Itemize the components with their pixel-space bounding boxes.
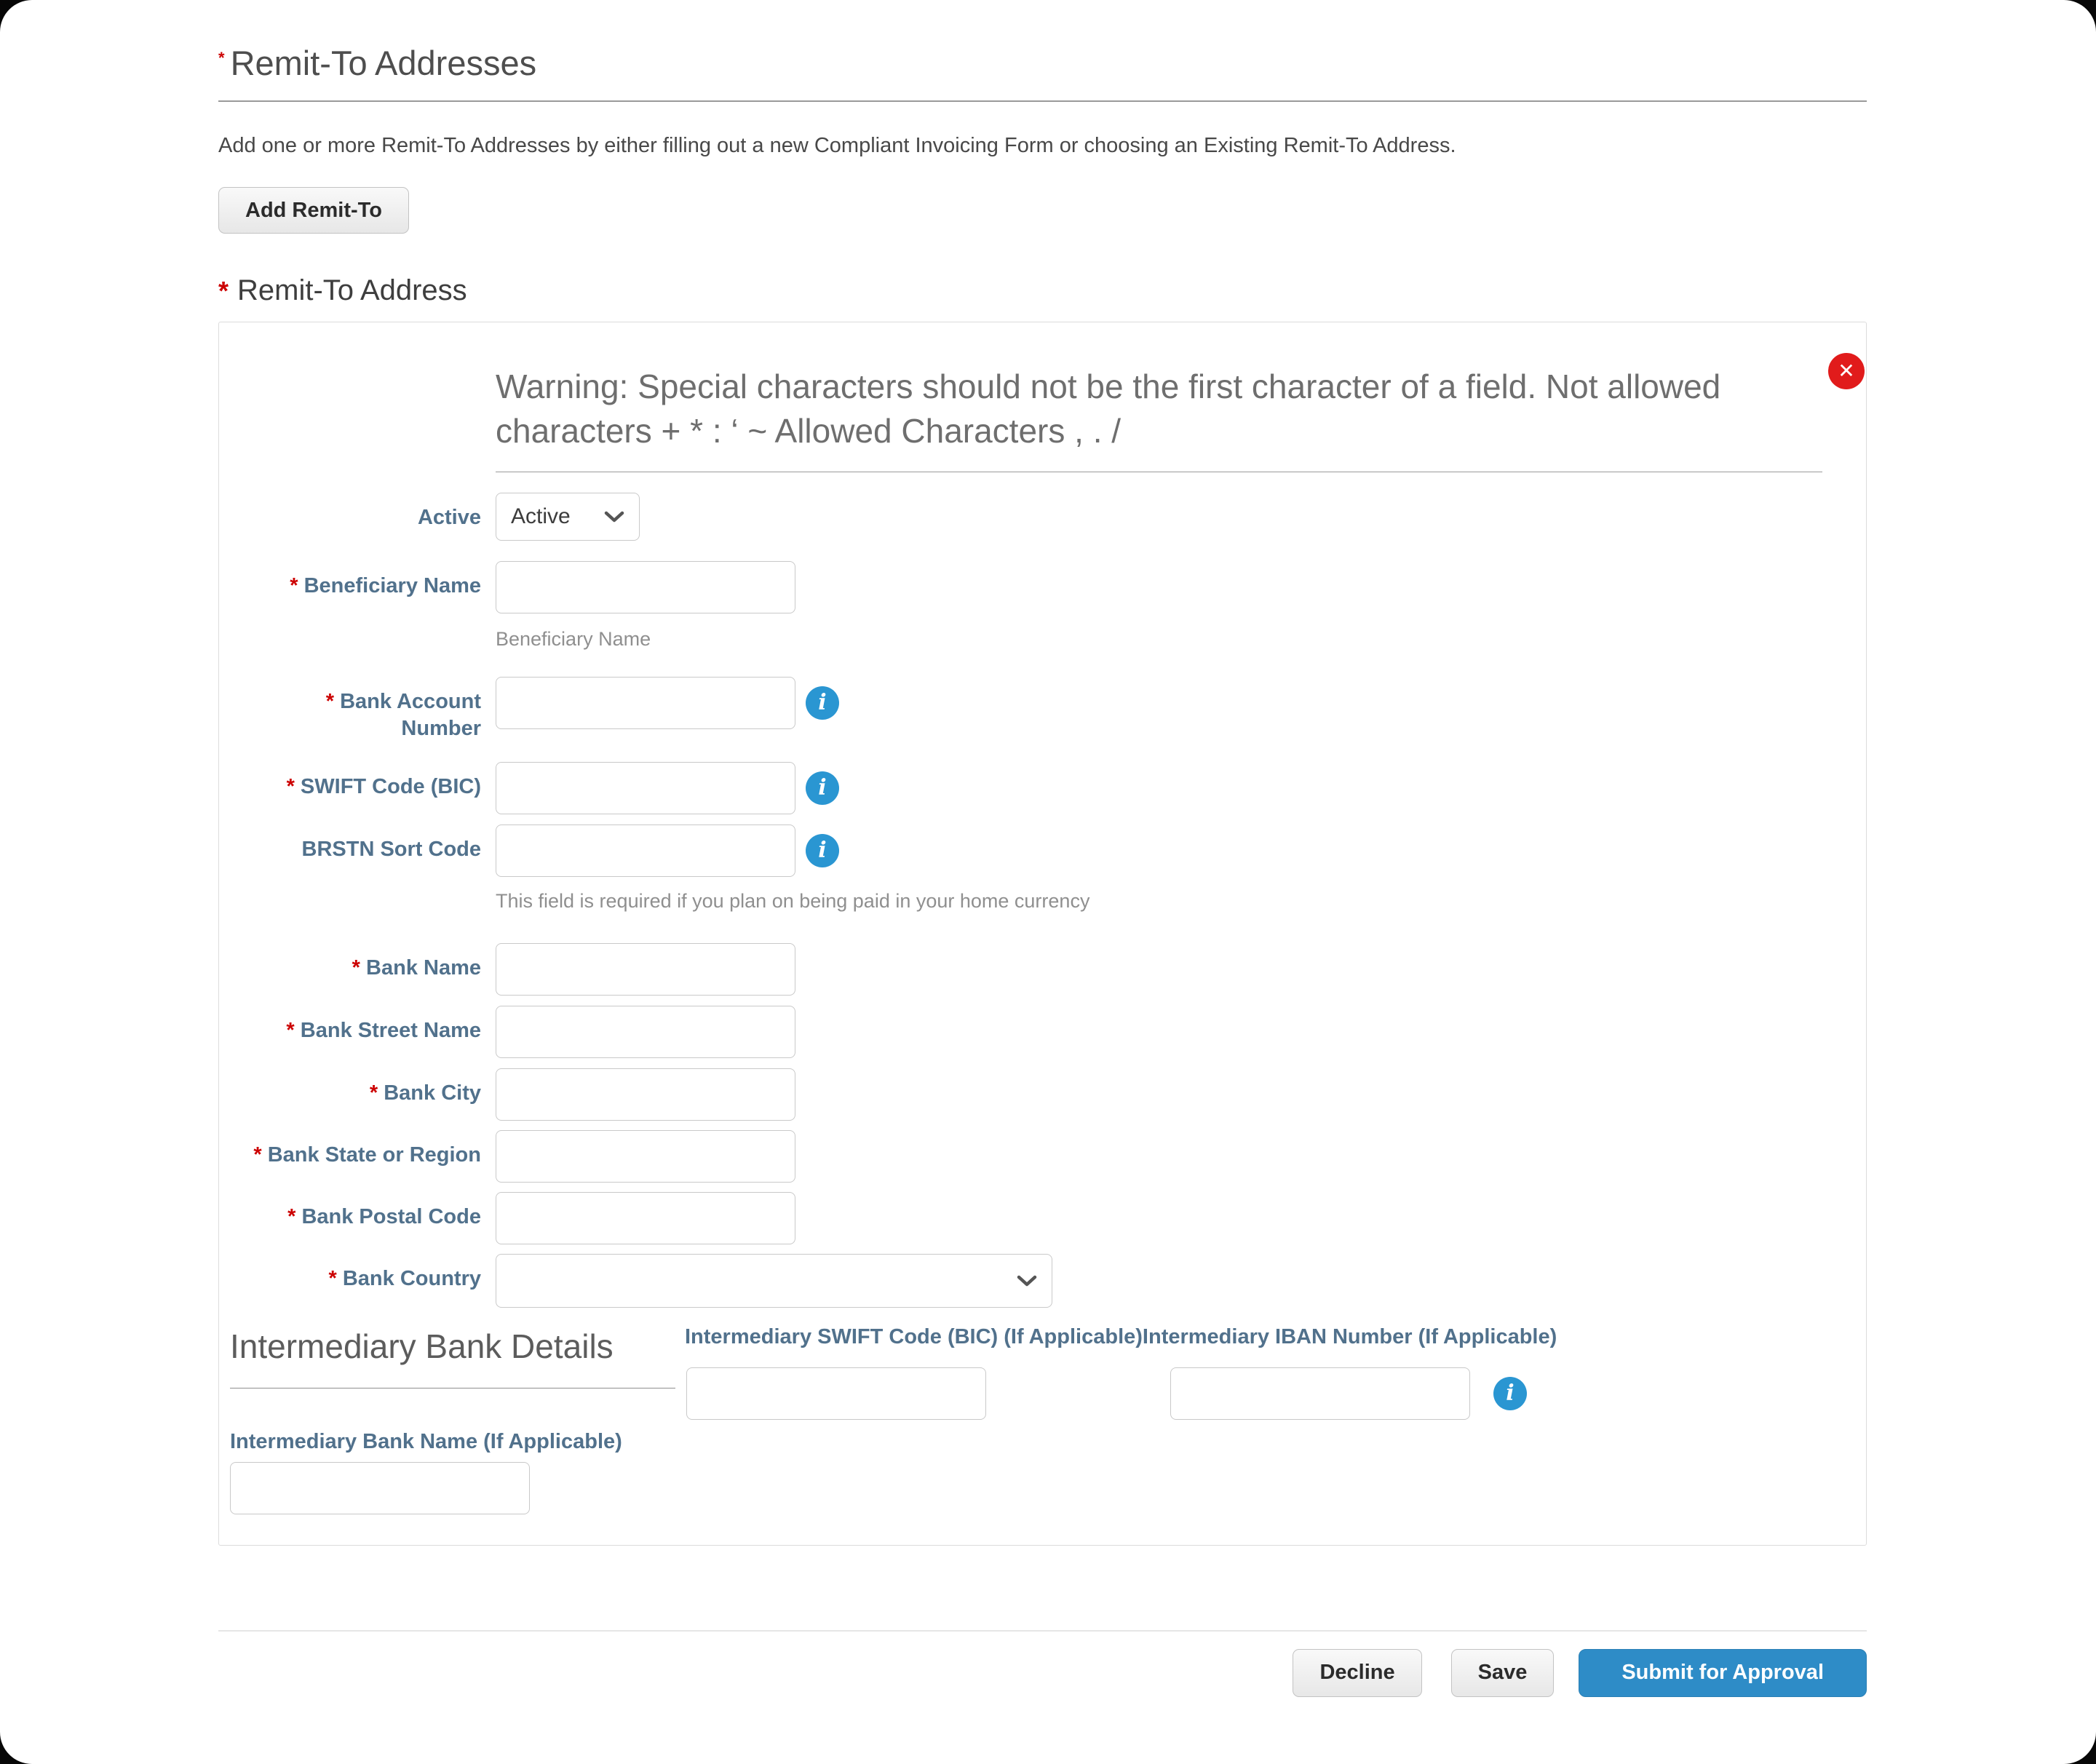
warning-text: Warning: Special characters should not be the first character of a field. Not allowed characters + * : ‘ ~ Allowed Characters , . / — [496, 368, 1721, 450]
bank-country-label: * Bank Country — [328, 1266, 481, 1290]
save-button[interactable]: Save — [1451, 1649, 1555, 1697]
bank-name-label: * Bank Name — [352, 956, 481, 980]
intermediary-bank-name-input[interactable] — [230, 1462, 530, 1514]
brstn-sort-code-input[interactable] — [496, 825, 795, 877]
info-icon[interactable]: i — [806, 834, 839, 867]
info-icon[interactable]: i — [806, 771, 839, 805]
close-icon[interactable]: ✕ — [1828, 353, 1865, 389]
info-icon[interactable]: i — [806, 686, 839, 720]
field-row-bank-postal-code — [219, 1192, 1866, 1244]
bank-name-input[interactable] — [496, 943, 795, 996]
bank-account-number-input[interactable] — [496, 677, 795, 729]
decline-button[interactable]: Decline — [1293, 1649, 1421, 1697]
footer-divider — [218, 1630, 1867, 1632]
field-row-bank-state — [219, 1130, 1866, 1183]
bank-account-number-label: * Bank Account Number — [325, 690, 481, 740]
bank-state-label: * Bank State or Region — [253, 1143, 481, 1167]
field-row-bank-country — [219, 1254, 1866, 1308]
active-label: Active — [417, 506, 481, 530]
beneficiary-name-input[interactable] — [496, 561, 795, 613]
chevron-down-icon — [604, 511, 624, 523]
active-select-value: Active — [511, 504, 571, 529]
intermediary-bank-name-label: Intermediary Bank Name (If Applicable) — [230, 1429, 622, 1453]
required-asterisk: * — [218, 276, 229, 306]
intermediary-labels — [685, 1325, 1557, 1349]
field-row-beneficiary-name — [219, 561, 1866, 651]
swift-code-input[interactable] — [496, 762, 795, 814]
bank-state-input[interactable] — [496, 1130, 795, 1183]
beneficiary-name-label: * Beneficiary Name — [290, 574, 481, 598]
footer-actions — [218, 1649, 1867, 1697]
intermediary-bank-details-section — [219, 1319, 1866, 1514]
bank-city-input[interactable] — [496, 1068, 795, 1121]
chevron-down-icon — [1017, 1275, 1037, 1287]
intermediary-swift-input[interactable] — [686, 1367, 986, 1420]
active-select[interactable] — [496, 493, 640, 541]
page-title-text: Remit-To Addresses — [230, 44, 537, 82]
intermediary-iban-label: Intermediary IBAN Number (If Applicable) — [1142, 1324, 1557, 1348]
beneficiary-name-helper: Beneficiary Name — [496, 628, 651, 651]
field-row-bank-city — [219, 1068, 1866, 1121]
page-description: Add one or more Remit-To Addresses by either filling out a new Compliant Invoicing Form or choosing an Existing Remit-To Address. — [218, 134, 1456, 158]
intermediary-heading: Intermediary Bank Details — [230, 1327, 675, 1388]
brstn-helper-text: This field is required if you plan on being paid in your home currency — [496, 889, 1090, 912]
info-icon[interactable]: i — [1493, 1377, 1527, 1410]
add-remit-to-button[interactable]: Add Remit-To — [218, 187, 409, 234]
section-title-text: Remit-To Address — [237, 274, 467, 307]
bank-postal-code-input[interactable] — [496, 1192, 795, 1244]
bank-postal-code-label: * Bank Postal Code — [287, 1204, 481, 1228]
bank-street-name-label: * Bank Street Name — [286, 1018, 481, 1042]
page-title — [218, 44, 1867, 83]
title-divider — [218, 100, 1867, 102]
required-asterisk: * — [218, 49, 225, 67]
intermediary-iban-input[interactable] — [1170, 1367, 1470, 1420]
swift-code-label: * SWIFT Code (BIC) — [286, 774, 481, 798]
field-row-bank-name — [219, 943, 1866, 996]
field-row-swift-code — [219, 762, 1866, 814]
submit-for-approval-button[interactable]: Submit for Approval — [1579, 1649, 1867, 1697]
warning-banner — [496, 359, 1855, 472]
bank-country-select[interactable] — [496, 1254, 1052, 1308]
field-row-active — [219, 493, 1866, 541]
field-row-bank-account-number — [219, 677, 1866, 742]
section-title — [218, 274, 1867, 307]
bank-city-label: * Bank City — [369, 1081, 481, 1105]
field-row-brstn-sort-code — [219, 825, 1866, 913]
remit-to-form — [219, 493, 1866, 1514]
bank-street-name-input[interactable] — [496, 1006, 795, 1058]
field-row-bank-street-name — [219, 1006, 1866, 1058]
brstn-sort-code-label: BRSTN Sort Code — [301, 837, 481, 861]
intermediary-swift-label: Intermediary SWIFT Code (BIC) (If Applicable) — [685, 1324, 1143, 1348]
remit-to-address-card — [218, 322, 1867, 1546]
